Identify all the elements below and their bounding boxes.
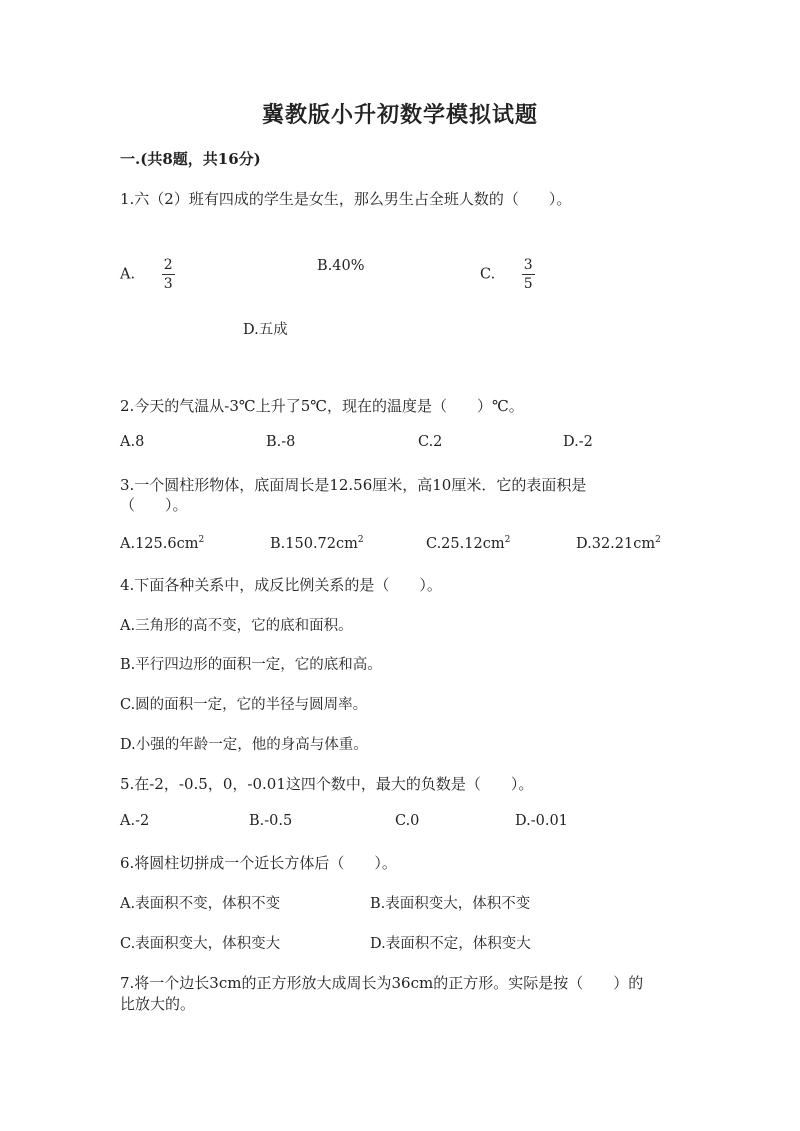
q3-option-a[interactable] (120, 535, 204, 552)
unit-superscript: 2 (504, 535, 511, 545)
q2-option-d[interactable]: D.-2 (563, 434, 593, 450)
unit-superscript: 2 (655, 535, 661, 545)
question-6: 6.将圆柱切拼成一个近长方体后（ ）。 (120, 854, 397, 872)
fraction (522, 258, 535, 291)
q3-option-b[interactable] (270, 535, 364, 552)
fraction-numerator: 3 (523, 257, 533, 273)
question-5: 5.在-2，-0.5，0，-0.01这四个数中，最大的负数是（ ）。 (120, 775, 534, 793)
q2-option-c[interactable]: C.2 (418, 434, 443, 450)
q1-option-c-label: C. (480, 266, 496, 283)
q6-option-a[interactable]: A.表面积不变，体积不变 (120, 896, 281, 912)
fraction-denominator: 3 (163, 276, 173, 292)
question-3-line-2: （ ）。 (120, 496, 188, 514)
q4-option-b[interactable]: B.平行四边形的面积一定，它的底和高。 (120, 657, 382, 673)
question-4: 4.下面各种关系中，成反比例关系的是（ ）。 (120, 576, 442, 594)
q3-option-c[interactable] (426, 535, 510, 552)
question-7-line-2: 比放大的。 (120, 995, 196, 1013)
q1-option-d[interactable]: D.五成 (243, 322, 288, 338)
q3-option-c-text: C.25.12cm (426, 535, 505, 552)
q3-option-a-text: A.125.6cm (120, 535, 199, 552)
unit-superscript: 2 (198, 535, 205, 545)
q6-option-c[interactable]: C.表面积变大，体积变大 (120, 936, 281, 952)
q1-option-b[interactable]: B.40% (317, 258, 365, 274)
q6-option-b[interactable]: B.表面积变大，体积不变 (370, 896, 531, 912)
fraction-denominator: 5 (523, 276, 533, 292)
question-7: 7.将一个边长3cm的正方形放大成周长为36cm的正方形。实际是按（ ）的 (120, 974, 644, 992)
q1-option-c[interactable] (480, 258, 535, 291)
q4-option-c[interactable]: C.圆的面积一定，它的半径与圆周率。 (120, 697, 368, 713)
question-2: 2.今天的气温从-3℃上升了5℃，现在的温度是（ ）℃。 (120, 397, 524, 415)
q5-option-d[interactable]: D.-0.01 (515, 813, 568, 829)
q3-option-d-text: D.32.21cm (576, 535, 656, 552)
unit-superscript: 2 (357, 535, 364, 545)
q3-option-d[interactable] (576, 535, 661, 552)
q2-option-b[interactable]: B.-8 (266, 434, 296, 450)
question-3: 3.一个圆柱形物体，底面周长是12.56厘米，高10厘米．它的表面积是 (120, 476, 587, 494)
q5-option-b[interactable]: B.-0.5 (249, 813, 293, 829)
q5-option-c[interactable]: C.0 (395, 813, 420, 829)
q6-option-d[interactable]: D.表面积不定，体积变大 (370, 936, 531, 952)
fraction-numerator: 2 (163, 257, 173, 273)
q4-option-a[interactable]: A.三角形的高不变，它的底和面积。 (120, 618, 353, 634)
q4-option-d[interactable]: D.小强的年龄一定，他的身高与体重。 (120, 737, 368, 753)
q1-option-a[interactable] (120, 258, 175, 291)
question-1: 1.六（2）班有四成的学生是女生，那么男生占全班人数的（ ）。 (120, 190, 572, 208)
fraction (162, 258, 175, 291)
page-title: 冀教版小升初数学模拟试题 (261, 102, 538, 128)
q3-option-b-text: B.150.72cm (270, 535, 358, 552)
q5-option-a[interactable]: A.-2 (120, 813, 150, 829)
q2-option-a[interactable]: A.8 (120, 434, 145, 450)
q1-option-a-label: A. (120, 266, 136, 283)
section-heading: 一.(共8题，共16分) (120, 150, 261, 168)
